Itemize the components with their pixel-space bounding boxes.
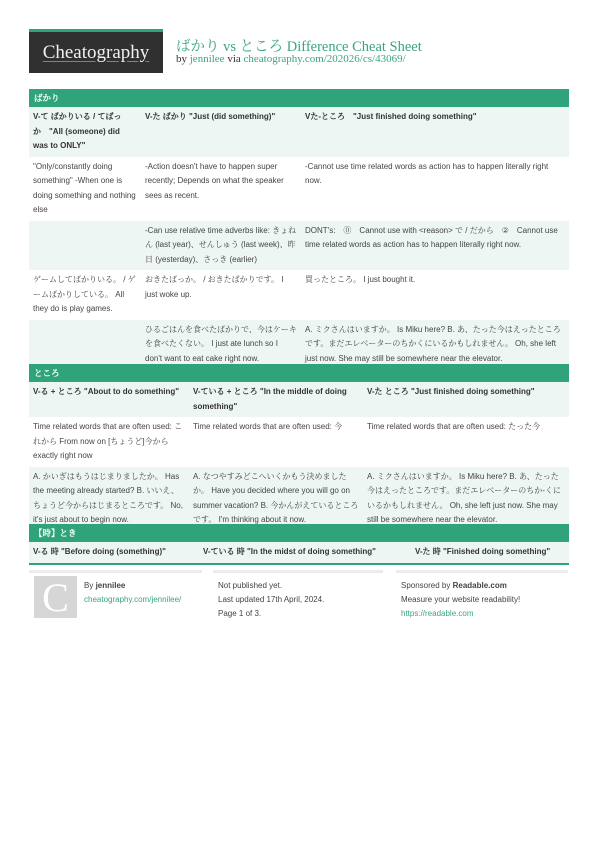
section-tokoro (29, 364, 569, 533)
avatar: C (34, 576, 77, 618)
footer-author: By jennilee cheatography.com/jennilee/ (29, 570, 202, 607)
author-link[interactable]: jennilee (189, 53, 225, 65)
cheatography-logo[interactable]: Cheatography (29, 29, 163, 73)
table-row: ゲームしてばかりいる。 / ゲームばかりしている。 All they do is play games. おきたばっか。 / おきたばかりです。 I just woke up. 買ったところ。 I just bought it. (33, 275, 416, 313)
table-row: ひるごはんを食べたばかりで、今はケーキを食べたくない。 I just ate lunch so I don't want to eat cake right now. A. ミクさんはいますか。 Is Miku here? B. あ、たった今はえったところです。まだエレベーターのちかくにいるかもしれません。 Oh, she left just now. She may still be somewhere near the elevator. (29, 320, 569, 370)
sponsor-link[interactable]: https://readable.com (401, 609, 474, 618)
table-row: A. かいぎはもうはじまりましたか。 Has the meeting already started? B. いいえ、ちょうど今からはじまるところです。 No, it's just about to begin now. A. なつやすみどこへいくかもう決めましたか。 Have you decided where you will go on summer vacation? B. 今かんがえているところです。 I'm thinking about it now. A. ミクさんはいますか。 Is Miku here? B. あ、たった今はえったところです。まだエレベーターのちか-くにいるかもしれません。 Oh, she left just now. She may still be somewhere near the elevator. (29, 467, 569, 531)
section-title: ばかり (29, 89, 569, 107)
section-bakari (29, 89, 569, 371)
table-row: -Can use relative time adverbs like: きょねん (last year)、せんしゅう (last week)、昨日 (yesterday)、さっき (earlier) DONT's: 🄋 Cannot use with <reason> で / だから ② Cannot use time related words as action has to happen literally right now. (29, 221, 569, 271)
section-title: 【時】とき (29, 524, 569, 542)
section-toki (29, 524, 569, 565)
footer-status: Not published yet. Last updated 17th April, 2024. Page 1 of 3. (213, 570, 383, 621)
table-row: Time related words that are often used: これから From now on [ちょうど]今から exactly right now Time related words that are often used: 今 Time related words that are often used: たった今 (33, 422, 541, 460)
page-title: ばかり vs ところ Difference Cheat Sheet (176, 39, 422, 55)
table-header-row: V-る + ところ "About to do something" V-ている + ところ "In the middle of doing something" V-た ところ "Just finished doing something" (29, 382, 569, 417)
byline: by jennilee via cheatography.com/202026/cs/43069/ (176, 53, 406, 65)
table-header-row: V-る 時 "Before doing (something)" V-ている 時 "In the midst of doing something" V-た 時 "Finished doing something" (29, 542, 569, 563)
footer-sponsor: Sponsored by Readable.com Measure your website readability! https://readable.com (396, 570, 568, 621)
section-title: ところ (29, 364, 569, 382)
table-header-row: V-て ばかりいる / てばっか "All (someone) did was to ONLY" V-た ばかり "Just (did something)" Vた-ところ "Just finished doing something" (29, 107, 569, 157)
author-profile-link[interactable]: cheatography.com/jennilee/ (84, 595, 182, 604)
table-row: "Only/constantly doing something" -When one is doing something and nothing else -Action doesn't have to happen super recently; Depends on what the speaker sees as recent. -Cannot use time related words as action has to happen literally right now. (33, 161, 549, 214)
sheet-url-link[interactable]: cheatography.com/202026/cs/43069/ (243, 53, 406, 65)
